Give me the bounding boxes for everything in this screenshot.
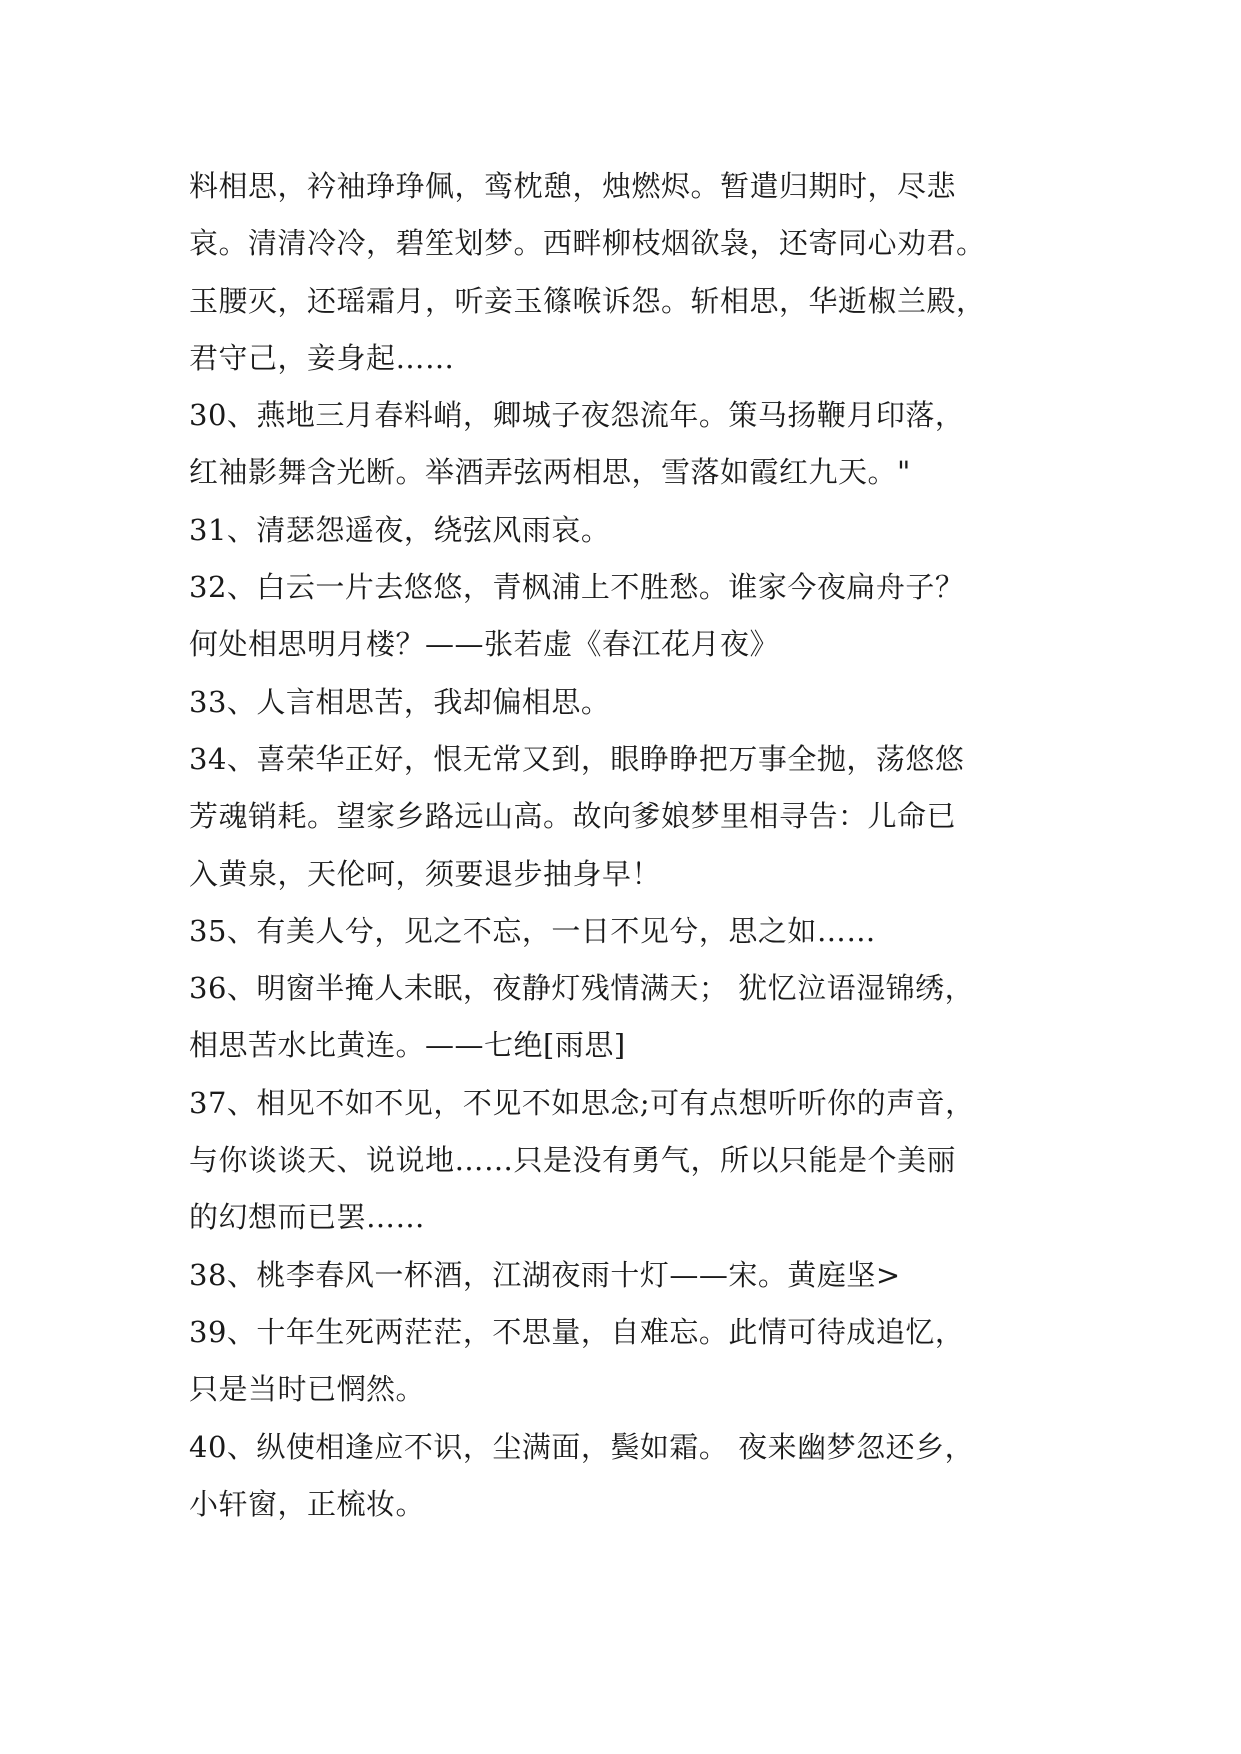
- document-body: [189, 158, 1069, 1533]
- text-line: 与你谈谈天、说说地……只是没有勇气，所以只能是个美丽: [189, 1143, 957, 1178]
- text-line: 35、有美人兮，见之不忘，一日不见兮，思之如……: [189, 913, 876, 948]
- text-line: 40、纵使相逢应不识，尘满面，鬓如霜。 夜来幽梦忽还乡，: [189, 1429, 975, 1464]
- text-line: 33、人言相思苦，我却偏相思。: [189, 684, 611, 719]
- text-line: 玉腰灭，还瑶霜月，听妾玉篠喉诉怨。斩相思，华逝椒兰殿，: [189, 283, 986, 318]
- text-line: 的幻想而已罢……: [189, 1200, 426, 1235]
- text-line: 34、喜荣华正好，恨无常又到，眼睁睁把万事全抛，荡悠悠: [189, 741, 965, 776]
- text-line: 红袖影舞含光断。举酒弄弦两相思，雪落如霞红九天。": [189, 455, 911, 490]
- text-line: 小轩窗，正梳妆。: [189, 1486, 426, 1521]
- text-line: 30、燕地三月春料峭，卿城子夜怨流年。策马扬鞭月印落，: [189, 398, 965, 433]
- text-line: 入黄泉，天伦呵，须要退步抽身早！: [189, 856, 662, 891]
- text-line: 32、白云一片去悠悠，青枫浦上不胜愁。谁家今夜扁舟子？: [189, 570, 965, 605]
- text-line: 何处相思明月楼？——张若虚《春江花月夜》: [189, 627, 780, 662]
- text-line: 39、十年生死两茫茫，不思量，自难忘。此情可待成追忆，: [189, 1314, 965, 1349]
- text-line: 31、清瑟怨遥夜，绕弦风雨哀。: [189, 512, 611, 547]
- text-line: 哀。清清冷冷，碧笙划梦。西畔柳枝烟欲袅，还寄同心劝君。: [189, 226, 986, 261]
- text-line: 38、桃李春风一杯酒，江湖夜雨十灯——宋。黄庭坚>: [189, 1257, 901, 1292]
- text-line: 36、明窗半掩人未眠，夜静灯残情满天； 犹忆泣语湿锦绣，: [189, 971, 975, 1006]
- text-line: 君守己，妾身起……: [189, 340, 455, 375]
- text-line: 37、相见不如不见，不见不如思念;可有点想听听你的声音，: [189, 1085, 975, 1120]
- text-line: 芳魂销耗。望家乡路远山高。故向爹娘梦里相寻告：儿命已: [189, 799, 957, 834]
- text-line: 料相思，衿袖琤琤佩，鸾枕憩，烛燃烬。暂遣归期时，尽悲: [189, 169, 957, 203]
- text-line: 相思苦水比黄连。——七绝[雨思]: [189, 1028, 626, 1063]
- text-line: 只是当时已惘然。: [189, 1372, 426, 1407]
